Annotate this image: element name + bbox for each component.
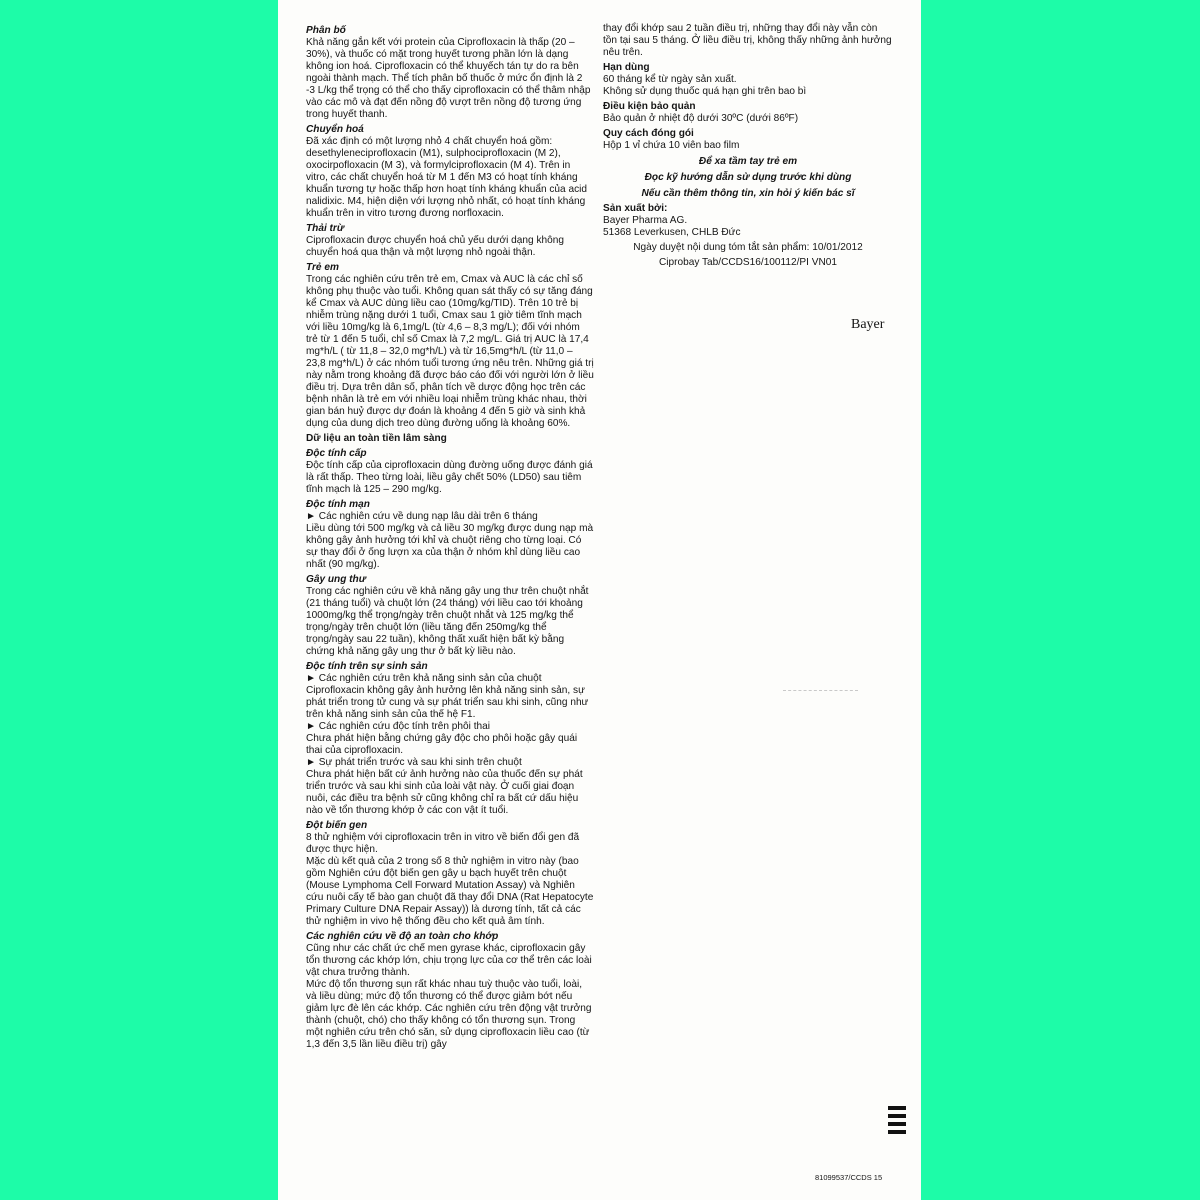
left-heading: Gây ung thư — [306, 574, 366, 585]
left-heading: Độc tính trên sự sinh sản — [306, 661, 428, 672]
right-heading: Nếu cần thêm thông tin, xin hỏi ý kiến bác sĩ — [641, 188, 855, 199]
right-heading: Hạn dùng — [603, 62, 650, 73]
right-heading: Ngày duyệt nội dung tóm tắt sản phẩm: 10/01/2012 — [633, 242, 863, 253]
left-heading: Đột biến gen — [306, 820, 368, 831]
right-heading: Điều kiện bảo quản — [603, 101, 696, 112]
left-paragraph: ► Sự phát triển trước và sau khi sinh trên chuột — [306, 757, 522, 768]
left-heading: Thải trừ — [306, 223, 345, 234]
left-paragraph: 8 thử nghiệm với ciprofloxacin trên in vitro về biến đổi gen đã được thực hiện. — [306, 832, 580, 855]
left-paragraph: ► Các nghiên cứu về dung nạp lâu dài trên 6 tháng — [306, 511, 538, 522]
bayer-brand-logo: Bayer — [851, 317, 885, 332]
right-paragraph: 51368 Leverkusen, CHLB Đức — [603, 227, 741, 238]
right-paragraph: thay đổi khớp sau 2 tuần điều trị, những thay đổi này vẫn còn tồn tại sau 5 tháng. Ở liều điều trị, không thấy những ảnh hưởng nêu trên. — [603, 23, 892, 58]
left-paragraph: Độc tính cấp của ciprofloxacin dùng đường uống được đánh giá là rất thấp. Theo từng loài, liều gây chết 50% (LD50) sau tiêm tĩnh mạch là 125 – 290 mg/kg. — [306, 460, 593, 495]
left-heading: Chuyển hoá — [306, 124, 364, 135]
left-paragraph: Đã xác định có một lượng nhỏ 4 chất chuyển hoá gồm: desethyleneciprofloxacin (M1), sulphociprofloxacin (M 2), oxocirpofloxacin (M 3), và formylciprofloxacin (M 4). Trên in vitro, các chất chuyển hoá từ M 1 đến M3 có hoạt tính kháng khuẩn tương tự hoặc thấp hơn hoạt tính kháng khuẩn của acid nalidixic. M4, hiện diện với lượng nhỏ nhất, có hoạt tính kháng khuẩn trên in vitro tương đương norfloxacin. — [306, 136, 587, 219]
left-paragraph: Chưa phát hiện bất cứ ảnh hưởng nào của thuốc đến sự phát triển trước và sau khi sinh của loài vật này. Ở cuối giai đoạn nuôi, các điều tra bệnh sử cũng không chỉ ra bất cứ dấu hiệu nào về tổn thương khớp ở các con vật ít tuổi. — [306, 769, 583, 816]
left-paragraph: Trong các nghiên cứu trên trẻ em, Cmax và AUC là các chỉ số không phụ thuộc vào tuổi. Không quan sát thấy có sự tăng đáng kể Cmax và AUC dùng liều cao (10mg/kg/TID). Trên 10 trẻ bị nhiễm trùng nặng dưới 1 tuổi, Cmax sau 1 giờ tiêm tĩnh mạch với liều 10mg/kg là 6,1mg/L (từ 4,6 – 8,3 mg/L); đối với nhóm trẻ từ 1 đến 5 tuổi, chỉ số Cmax là 7,2 mg/L. Giá trị AUC là 17,4 mg*h/L ( từ 11,8 – 32,0 mg*h/L) và từ 16,5mg*h/L (từ 11,0 – 23,8 mg*h/L) ở các nhóm tuổi tương ứng nêu trên. Những giá trị này nằm trong khoảng đã được báo cáo đối với người lớn ở liều điều trị. Dựa trên dân số, phân tích về dược động học trên các bệnh nhân là trẻ em với nhiều loại nhiễm trùng khác nhau, thời gian bán huỷ được dự đoán là khoảng 4 đến 5 giờ và sinh khả dụng của dung dịch treo dùng đường uống là khoảng 60%. — [306, 274, 594, 429]
right-paragraph: Không sử dụng thuốc quá hạn ghi trên bao bì — [603, 86, 807, 97]
leaflet-page — [278, 0, 921, 1200]
left-paragraph: Chưa phát hiện bằng chứng gây độc cho phôi hoặc gây quái thai của ciprofloxacin. — [306, 733, 578, 756]
print-bar-mark — [888, 1106, 906, 1138]
right-heading: Quy cách đóng gói — [603, 128, 694, 139]
left-paragraph: Liều dùng tới 500 mg/kg và cả liều 30 mg/kg được dung nạp mà không gây ảnh hưởng tới khỉ và chuột riêng cho từng loại. Có sự thay đổi ở ống lượn xa của thận ở nhóm khỉ dùng liều cao nhất (90 mg/kg). — [306, 523, 594, 570]
left-column — [306, 22, 594, 1051]
left-paragraph: ► Các nghiên cứu độc tính trên phôi thai — [306, 721, 490, 732]
right-paragraph: Bảo quản ở nhiệt độ dưới 30ºC (dưới 86ºF) — [603, 113, 799, 124]
left-paragraph: ► Các nghiên cứu trên khả năng sinh sản của chuột — [306, 673, 542, 684]
left-paragraph: Trong các nghiên cứu về khả năng gây ung thư trên chuột nhắt (21 tháng tuổi) và chuột lớn (24 tháng) với liều cao tới khoảng 1000mg/kg thể trọng/ngày trên chuột nhắt và 125 mg/kg thể trọng/ngày trên chuột lớn (liều tăng đến 250mg/kg thể trọng/ngày sau 22 tuần), không thất xuất hiện bất kỳ bằng chứng khả năng gây ung thư ở bất kỳ liều nào. — [306, 586, 589, 657]
left-paragraph: Cũng như các chất ức chế men gyrase khác, ciprofloxacin gây tổn thương các khớp lớn, chịu trọng lực của cơ thể trên các loài vật chưa trưởng thành. — [306, 943, 592, 978]
right-heading: Ciprobay Tab/CCDS16/100112/PI VN01 — [658, 257, 838, 268]
left-paragraph: Mặc dù kết quả của 2 trong số 8 thử nghiệm in vitro này (bao gồm Nghiên cứu đột biến gen gây u bạch huyết trên chuột (Mouse Lymphoma Cell Forward Mutation Assay) và Nghiên cứu nuôi cấy tế bào gan chuột đã thay đổi DNA (Rat Hepatocyte Primary Culture DNA Repair Assay)) là dương tính, tất cả các thử nghiệm in vivo hệ thống đều cho kết quả âm tính. — [306, 856, 594, 927]
right-paragraph: 60 tháng kể từ ngày sản xuất. — [603, 74, 737, 85]
left-paragraph: Ciprofloxacin không gây ảnh hưởng lên khả năng sinh sản, sự phát triển trong tử cung và sự phát triển sau khi sinh, cũng như trên khả năng sinh sản của thế hệ F1. — [306, 685, 589, 720]
left-paragraph: Mức độ tổn thương sụn rất khác nhau tuỳ thuộc vào tuổi, loài, và liều dùng; mức độ tổn thương có thể được giảm bớt nếu giảm lực đè lên các khớp. Các nghiên cứu trên động vật trưởng thành (chuột, chó) cho thấy không có tổn thương sụn. Trong một nghiên cứu trên chó săn, sử dụng ciprofloxacin liều cao (từ 1,3 đến 3,5 lần liều điều trị) gây — [306, 979, 592, 1050]
footer-code: 81099537/CCDS 15 — [815, 1173, 883, 1182]
left-heading: Độc tính mạn — [306, 499, 370, 510]
right-heading: Để xa tầm tay trẻ em — [698, 156, 798, 167]
right-column — [603, 23, 893, 269]
right-paragraph: Bayer Pharma AG. — [603, 215, 688, 226]
right-heading: Sản xuất bởi: — [603, 203, 668, 214]
left-paragraph: Khả năng gắn kết với protein của Ciprofloxacin là thấp (20 – 30%), và thuốc có mặt trong huyết tương phần lớn là dạng không ion hoá. Ciprofloxacin có thể khuyếch tán tự do ra bên ngoài thành mạch. Thể tích phân bố thuốc ở mức ổn định là 2 -3 L/kg thể trọng có thể cho thấy ciprofloxacin có thể thâm nhập vào các mô và đạt đến nồng độ vượt trên nồng độ tương ứng trong huyết thanh. — [306, 37, 591, 120]
left-paragraph: Ciprofloxacin được chuyển hoá chủ yếu dưới dạng không chuyển hoá qua thận và một lượng nhỏ ngoài thận. — [306, 235, 564, 258]
left-heading: Độc tính cấp — [306, 448, 367, 459]
left-heading: Các nghiên cứu về độ an toàn cho khớp — [306, 931, 499, 942]
left-heading: Trẻ em — [306, 262, 339, 273]
left-heading: Dữ liệu an toàn tiền lâm sàng — [306, 433, 447, 444]
right-heading: Đọc kỹ hướng dẫn sử dụng trước khi dùng — [644, 172, 852, 183]
right-paragraph: Hộp 1 vỉ chứa 10 viên bao film — [603, 140, 740, 151]
scan-speckle-line — [783, 690, 858, 691]
left-heading: Phân bố — [306, 25, 346, 36]
